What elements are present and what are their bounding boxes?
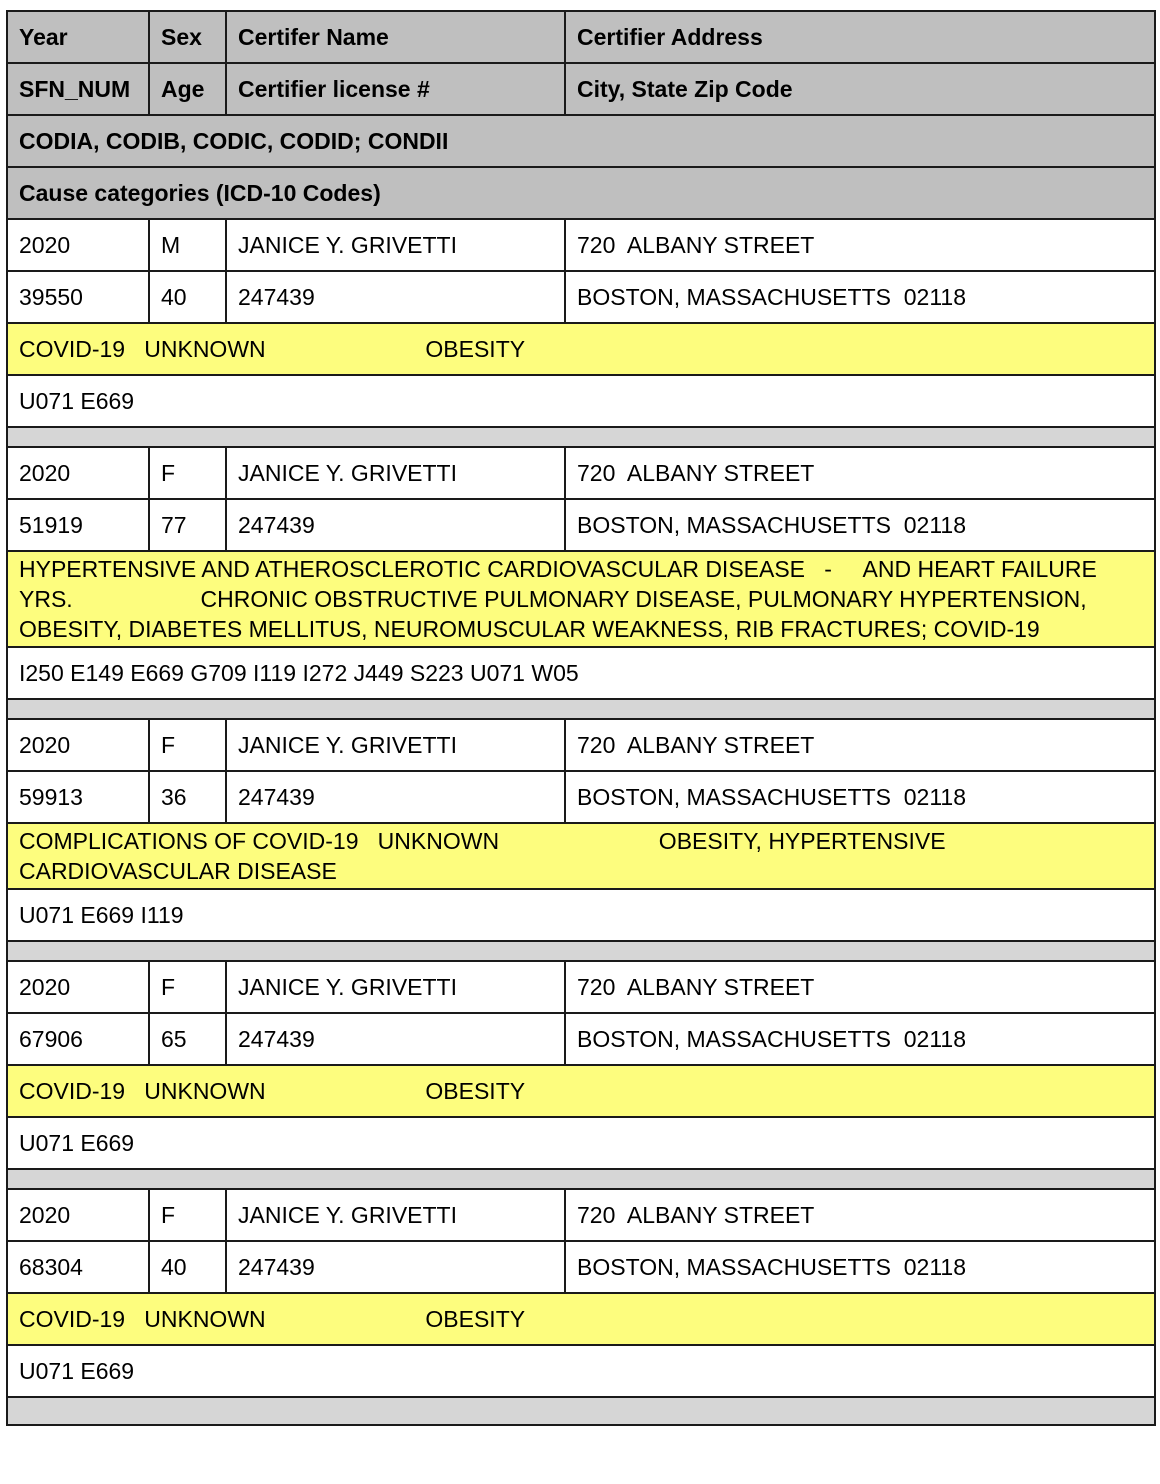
record-row-cause xyxy=(7,1293,1155,1345)
record-row-sfn xyxy=(7,271,1155,323)
record-sfn-num: 68304 xyxy=(7,1241,149,1293)
record-row-cause xyxy=(7,551,1155,647)
record-license: 247439 xyxy=(226,499,565,551)
record-age: 65 xyxy=(149,1013,226,1065)
record-sfn-num: 59913 xyxy=(7,771,149,823)
record-sex: M xyxy=(149,219,226,271)
header-certifier-address: Certifier Address xyxy=(565,11,1155,63)
record-cause: COVID-19 UNKNOWN OBESITY xyxy=(7,1293,1155,1345)
record-license: 247439 xyxy=(226,1013,565,1065)
record-year: 2020 xyxy=(7,1189,149,1241)
record-year: 2020 xyxy=(7,219,149,271)
record-row-cause xyxy=(7,323,1155,375)
record-row-year xyxy=(7,719,1155,771)
record-age: 77 xyxy=(149,499,226,551)
record-codes: I250 E149 E669 G709 I119 I272 J449 S223 U071 W05 xyxy=(7,647,1155,699)
record-year: 2020 xyxy=(7,447,149,499)
record-row-cause xyxy=(7,823,1155,889)
record-sex: F xyxy=(149,447,226,499)
record-row-year xyxy=(7,961,1155,1013)
record-address: 720 ALBANY STREET xyxy=(565,719,1155,771)
record-city-state-zip: BOSTON, MASSACHUSETTS 02118 xyxy=(565,771,1155,823)
record-row-year xyxy=(7,447,1155,499)
record-separator xyxy=(7,1169,1155,1189)
record-address: 720 ALBANY STREET xyxy=(565,219,1155,271)
header-certifier-name: Certifer Name xyxy=(226,11,565,63)
record-sfn-num: 39550 xyxy=(7,271,149,323)
record-cause: HYPERTENSIVE AND ATHEROSCLEROTIC CARDIOVASCULAR DISEASE - AND HEART FAILURE YRS. CHRONIC OBSTRUCTIVE PULMONARY DISEASE, PULMONARY HYPERTENSION, OBESITY, DIABETES MELLITUS, NEUROMUSCULAR WEAKNESS, RIB FRACTURES; COVID-19 xyxy=(7,551,1155,647)
record-row-codes xyxy=(7,375,1155,427)
record-row-codes xyxy=(7,647,1155,699)
death-records-sheet xyxy=(6,10,1154,1426)
record-certifier-name: JANICE Y. GRIVETTI xyxy=(226,719,565,771)
header-cause-fields: CODIA, CODIB, CODIC, CODID; CONDII xyxy=(7,115,1155,167)
record-city-state-zip: BOSTON, MASSACHUSETTS 02118 xyxy=(565,499,1155,551)
record-age: 36 xyxy=(149,771,226,823)
record-city-state-zip: BOSTON, MASSACHUSETTS 02118 xyxy=(565,1241,1155,1293)
record-address: 720 ALBANY STREET xyxy=(565,447,1155,499)
record-certifier-name: JANICE Y. GRIVETTI xyxy=(226,219,565,271)
record-sfn-num: 51919 xyxy=(7,499,149,551)
record-cause: COVID-19 UNKNOWN OBESITY xyxy=(7,1065,1155,1117)
record-cause: COVID-19 UNKNOWN OBESITY xyxy=(7,323,1155,375)
header-age: Age xyxy=(149,63,226,115)
record-license: 247439 xyxy=(226,771,565,823)
record-certifier-name: JANICE Y. GRIVETTI xyxy=(226,1189,565,1241)
record-age: 40 xyxy=(149,1241,226,1293)
record-license: 247439 xyxy=(226,271,565,323)
record-year: 2020 xyxy=(7,961,149,1013)
header-year: Year xyxy=(7,11,149,63)
record-separator xyxy=(7,941,1155,961)
record-separator-cell xyxy=(7,699,1155,719)
header-row-3 xyxy=(7,115,1155,167)
record-row-codes xyxy=(7,1117,1155,1169)
record-cause: COMPLICATIONS OF COVID-19 UNKNOWN OBESITY, HYPERTENSIVE CARDIOVASCULAR DISEASE xyxy=(7,823,1155,889)
record-separator-cell xyxy=(7,1169,1155,1189)
record-codes: U071 E669 xyxy=(7,1345,1155,1397)
record-license: 247439 xyxy=(226,1241,565,1293)
record-row-codes xyxy=(7,1345,1155,1397)
record-address: 720 ALBANY STREET xyxy=(565,961,1155,1013)
header-cause-categories: Cause categories (ICD-10 Codes) xyxy=(7,167,1155,219)
record-separator-cell xyxy=(7,941,1155,961)
record-codes: U071 E669 xyxy=(7,1117,1155,1169)
record-city-state-zip: BOSTON, MASSACHUSETTS 02118 xyxy=(565,271,1155,323)
header-row-4 xyxy=(7,167,1155,219)
header-sfn-num: SFN_NUM xyxy=(7,63,149,115)
record-year: 2020 xyxy=(7,719,149,771)
record-sex: F xyxy=(149,1189,226,1241)
header-row-1 xyxy=(7,11,1155,63)
header-row-2 xyxy=(7,63,1155,115)
record-address: 720 ALBANY STREET xyxy=(565,1189,1155,1241)
record-row-cause xyxy=(7,1065,1155,1117)
record-age: 40 xyxy=(149,271,226,323)
record-certifier-name: JANICE Y. GRIVETTI xyxy=(226,447,565,499)
record-sex: F xyxy=(149,719,226,771)
header-city-state-zip: City, State Zip Code xyxy=(565,63,1155,115)
record-certifier-name: JANICE Y. GRIVETTI xyxy=(226,961,565,1013)
record-row-sfn xyxy=(7,499,1155,551)
record-row-codes xyxy=(7,889,1155,941)
record-codes: U071 E669 xyxy=(7,375,1155,427)
record-separator-cell xyxy=(7,1397,1155,1425)
record-sfn-num: 67906 xyxy=(7,1013,149,1065)
record-sex: F xyxy=(149,961,226,1013)
record-row-year xyxy=(7,219,1155,271)
record-codes: U071 E669 I119 xyxy=(7,889,1155,941)
record-row-sfn xyxy=(7,771,1155,823)
record-row-year xyxy=(7,1189,1155,1241)
record-row-sfn xyxy=(7,1241,1155,1293)
record-city-state-zip: BOSTON, MASSACHUSETTS 02118 xyxy=(565,1013,1155,1065)
record-separator xyxy=(7,699,1155,719)
records-table xyxy=(6,10,1156,1426)
record-separator xyxy=(7,427,1155,447)
record-separator xyxy=(7,1397,1155,1425)
record-row-sfn xyxy=(7,1013,1155,1065)
header-certifier-license: Certifier license # xyxy=(226,63,565,115)
header-sex: Sex xyxy=(149,11,226,63)
record-separator-cell xyxy=(7,427,1155,447)
